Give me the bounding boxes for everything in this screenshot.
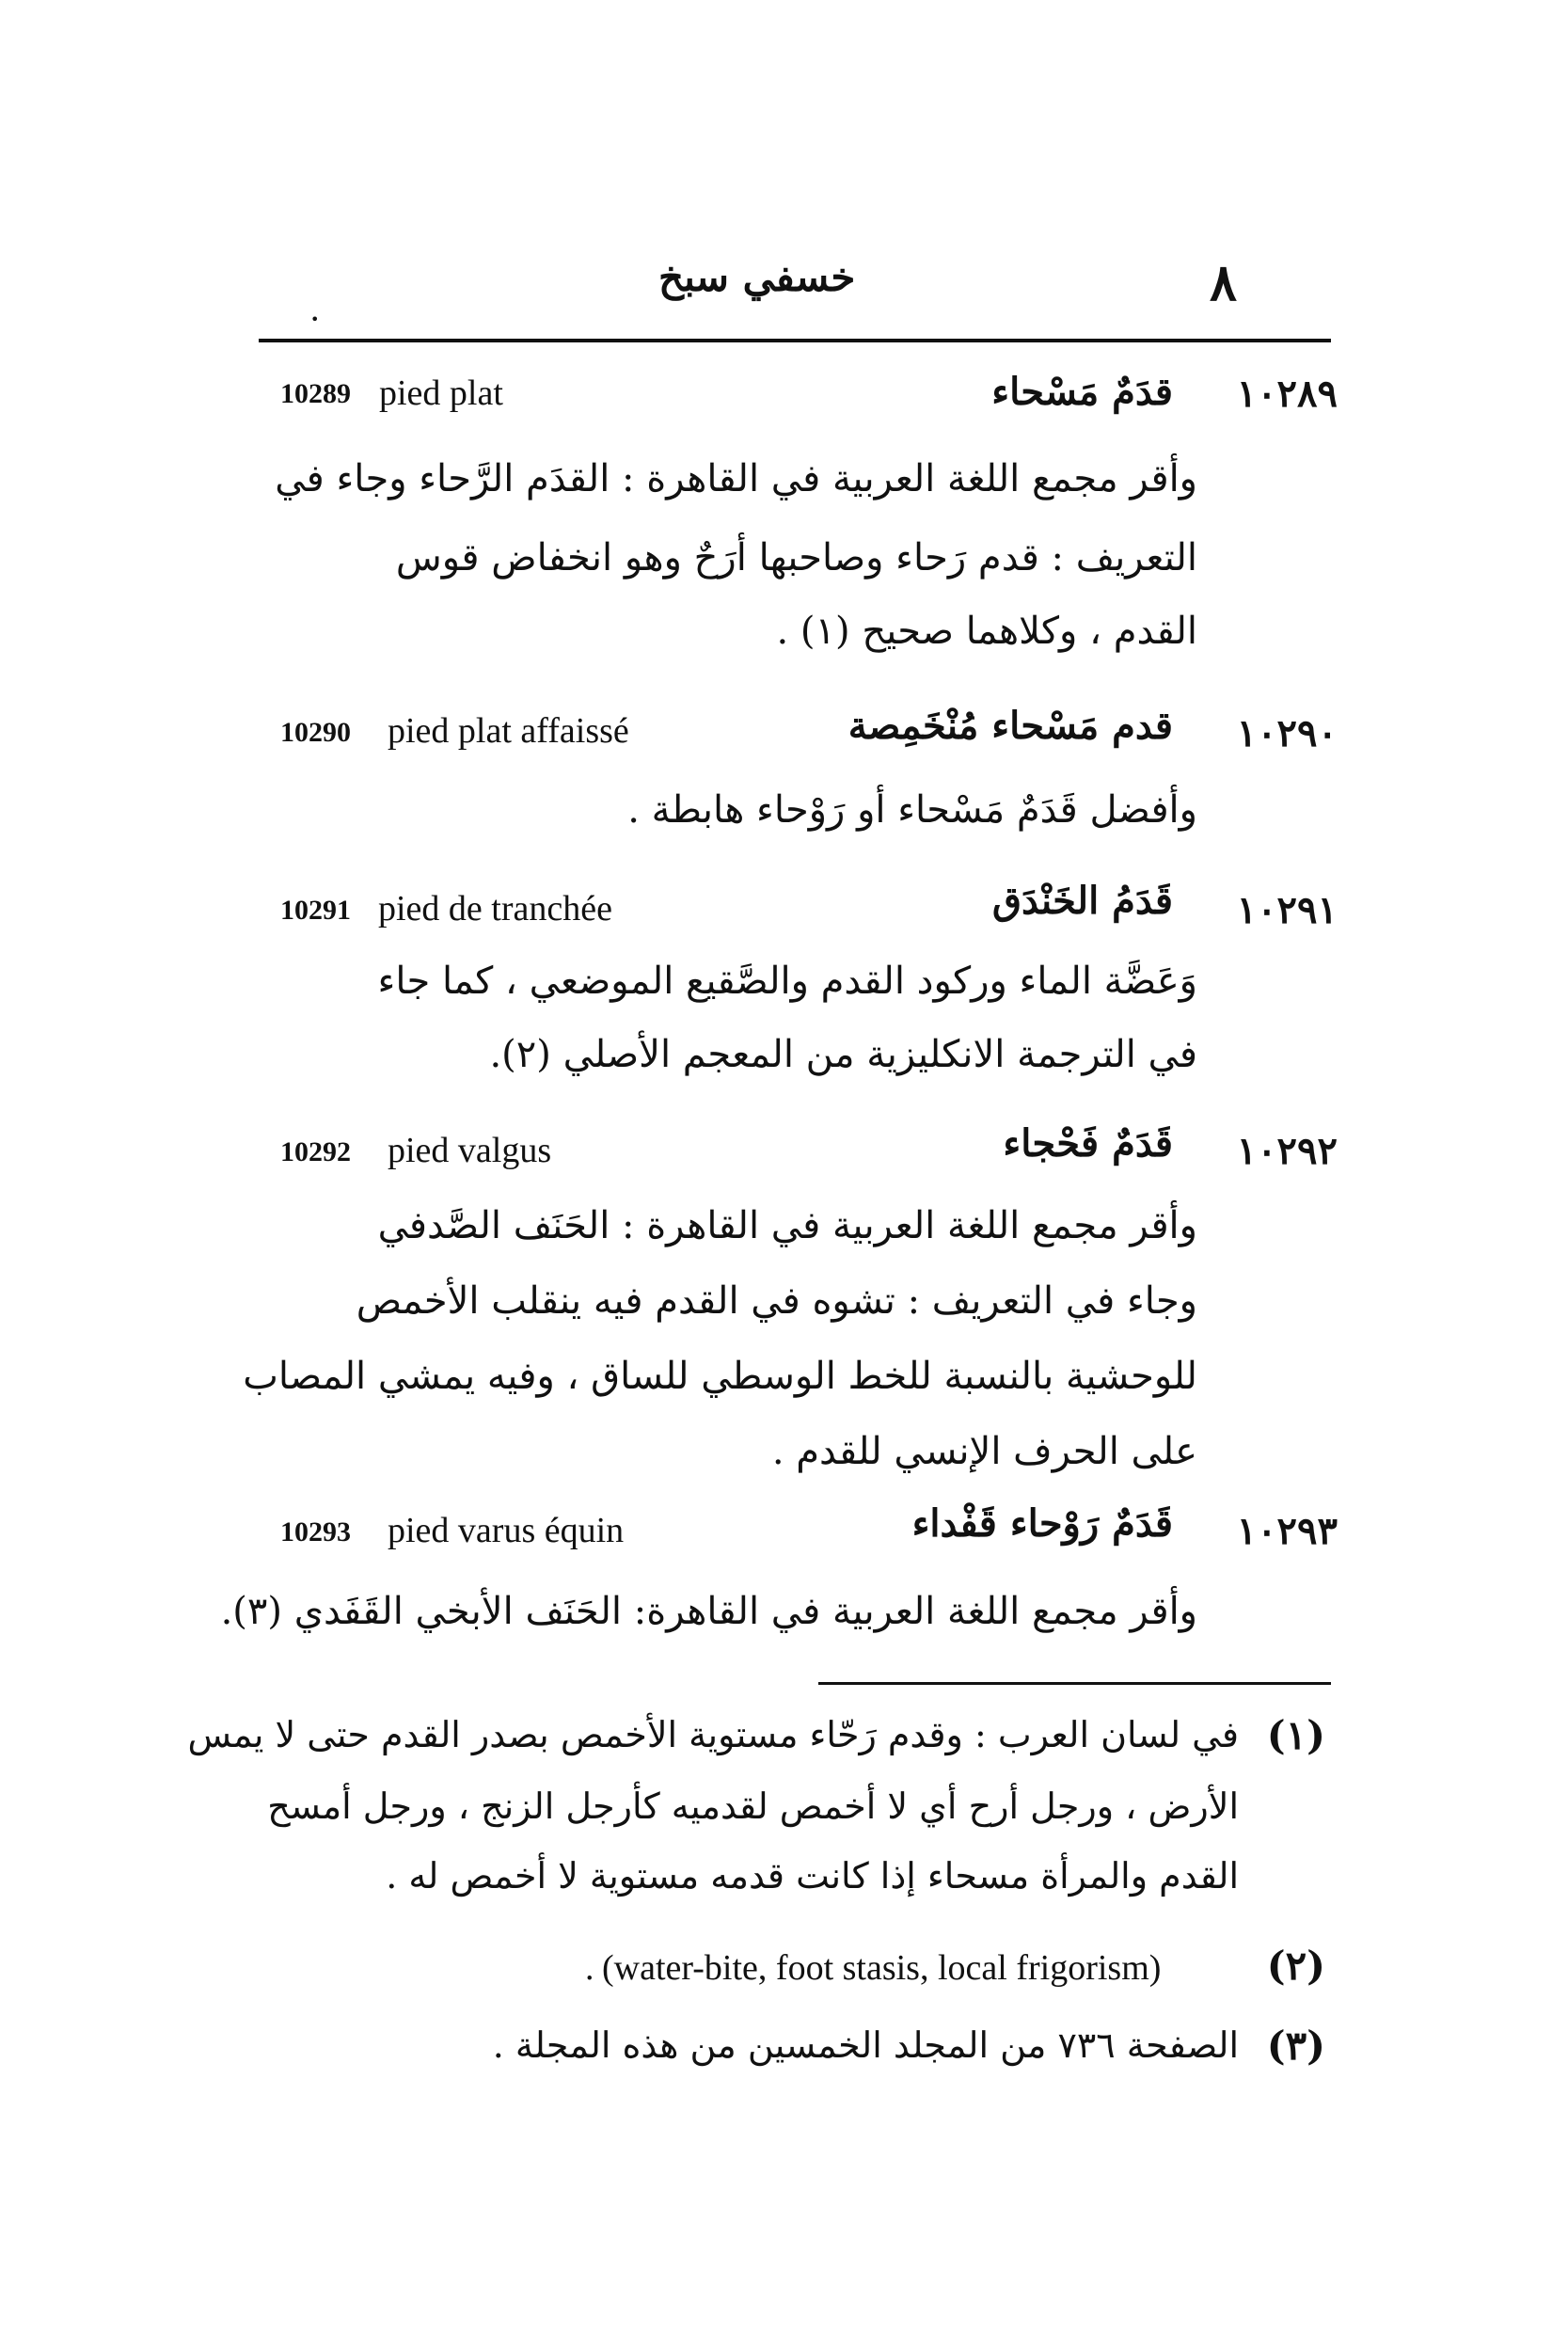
entry-term-arabic: قَدَمُ الخَنْدَق <box>991 879 1173 923</box>
footnote-marker: (١) <box>1266 1712 1325 1758</box>
footnote-rule <box>818 1682 1331 1685</box>
entry-body-line: القدم ، وكلاهما صحيح (١) . <box>776 610 1197 653</box>
footnote-latin-text: (water-bite, foot stasis, local frigorism) <box>602 1948 1162 1988</box>
footnote-line: القدم والمرأة مسحاء إذا كانت قدمه مستوية لا أخمص له . <box>386 1855 1239 1897</box>
footnote-marker: (٣) <box>1266 2023 1325 2069</box>
running-title: خسفي سبخ <box>658 254 856 300</box>
entry-number-arabic: ١٠٢٩١ <box>1236 888 1338 932</box>
entry-term-latin: pied plat affaissé <box>388 711 629 751</box>
entry-body-line: وجاء في التعريف : تشوه في القدم فيه ينقلب الأخمص <box>356 1279 1197 1323</box>
entry-term-arabic: قَدَمٌ رَوْحاء قَفْداء <box>911 1501 1173 1546</box>
entry-body-line: وأقر مجمع اللغة العربية في القاهرة : القدَم الرَّحاء وجاء في <box>275 457 1197 500</box>
entry-body-line: وأفضل قَدَمٌ مَسْحاء أو رَوْحاء هابطة . <box>627 788 1197 832</box>
entry-number-latin: 10291 <box>280 895 351 926</box>
entry-number-latin: 10293 <box>280 1516 351 1547</box>
entry-body-line: وَعَضَّة الماء وركود القدم والصَّقيع الموضعي ، كما جاء <box>377 960 1197 1003</box>
footnote-period: . <box>585 1948 594 1988</box>
entry-body-line: في الترجمة الانكليزية من المعجم الأصلي (٢). <box>489 1033 1197 1076</box>
footnote-line: في لسان العرب : وقدم رَحّاء مستوية الأخمص بصدر القدم حتى لا يمس <box>187 1714 1239 1755</box>
entry-body-line: وأقر مجمع اللغة العربية في القاهرة: الحَنَف الأبخي القَفَدي (٣). <box>220 1590 1197 1633</box>
footnote-line: الأرض ، ورجل أرح أي لا أخمص لقدميه كأرجل الزنج ، ورجل أمسح <box>267 1786 1239 1827</box>
entry-number-latin: 10289 <box>280 378 351 409</box>
footnote-line: الصفحة ٧٣٦ من المجلد الخمسين من هذه المجلة . <box>492 2024 1239 2066</box>
entry-body-line: التعريف : قدم رَحاء وصاحبها أرَحٌ وهو انخفاض قوس <box>395 536 1197 579</box>
entry-number-latin: 10290 <box>280 717 351 748</box>
entry-number-latin: 10292 <box>280 1136 351 1167</box>
entry-term-latin: pied plat <box>379 373 503 413</box>
entry-term-arabic: قدم مَسْحاء مُنْخَمِصة <box>847 704 1173 748</box>
entry-body-line: على الحرف الإنسي للقدم . <box>771 1430 1197 1473</box>
entry-number-arabic: ١٠٢٩٢ <box>1236 1129 1338 1173</box>
header-rule <box>259 339 1331 342</box>
entry-term-latin: pied valgus <box>388 1131 552 1170</box>
entry-body-line: للوحشية بالنسبة للخط الوسطي للساق ، وفيه يمشي المصاب <box>243 1355 1197 1398</box>
footnote-marker: (٢) <box>1266 1943 1325 1989</box>
entry-term-latin: pied varus équin <box>388 1511 625 1550</box>
entry-number-arabic: ١٠٢٩٣ <box>1236 1509 1338 1553</box>
entry-term-arabic: قدَمٌ مَسْحاء <box>991 370 1173 414</box>
entry-number-arabic: ١٠٢٩٠ <box>1236 711 1338 755</box>
entry-number-arabic: ١٠٢٨٩ <box>1236 372 1338 416</box>
entry-term-latin: pied de tranchée <box>378 889 612 928</box>
header-dot: • <box>310 310 320 328</box>
entry-term-arabic: قَدَمٌ فَحْجاء <box>1003 1121 1173 1166</box>
page-number: ٨ <box>1210 252 1238 312</box>
entry-body-line: وأقر مجمع اللغة العربية في القاهرة : الحَنَف الصَّدفي <box>377 1204 1197 1247</box>
